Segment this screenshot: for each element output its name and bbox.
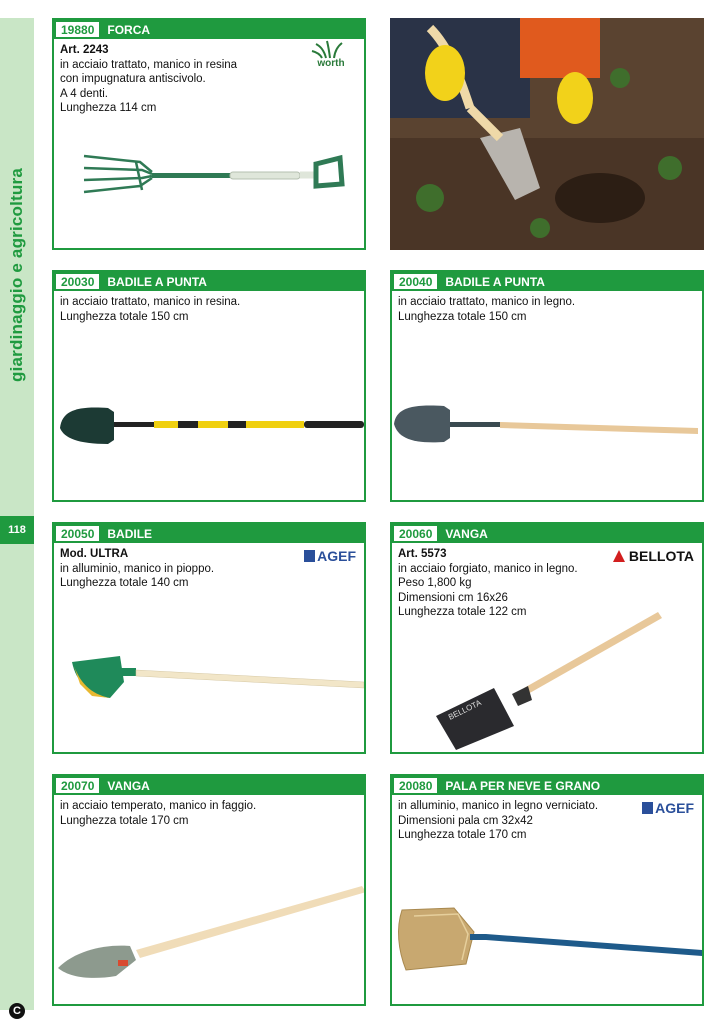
- card-header: [54, 20, 364, 39]
- desc-line: Dimensioni pala cm 32x42: [398, 814, 533, 827]
- product-description: [54, 795, 364, 828]
- sidebar: [0, 18, 34, 1017]
- desc-line: in acciaio trattato, manico in resina: [60, 58, 238, 71]
- agef-emblem-icon: [304, 550, 315, 562]
- snow-shovel-image: [394, 904, 704, 974]
- brand-name: worth: [317, 58, 345, 69]
- brand-name: AGEF: [317, 548, 356, 564]
- desc-line: in acciaio temperato, manico in faggio.: [60, 800, 257, 812]
- pointed-shovel-wood-image: [392, 400, 704, 450]
- desc-line: in alluminio, manico in pioppo.: [60, 562, 215, 575]
- tempered-spade-image: [56, 880, 366, 982]
- desc-line: A 4 denti.: [60, 87, 108, 100]
- desc-line: Dimensioni cm 16x26: [398, 591, 508, 604]
- brand-name: BELLOTA: [628, 548, 694, 564]
- brand-name: AGEF: [655, 800, 694, 816]
- desc-line: con impugnatura antiscivolo.: [60, 73, 206, 85]
- desc-line: Lunghezza totale 140 cm: [60, 577, 189, 589]
- product-name: VANGA: [445, 526, 488, 541]
- desc-line: Peso 1,800 kg: [398, 577, 472, 589]
- product-name: VANGA: [107, 778, 150, 793]
- card-header: [54, 524, 364, 543]
- product-card-20060: [390, 522, 704, 754]
- product-code: 20060: [394, 526, 437, 541]
- product-card-20050: [52, 522, 366, 754]
- desc-line: Lunghezza 114 cm: [60, 102, 157, 114]
- worth-leaf-icon: [308, 40, 354, 60]
- product-code: 19880: [56, 22, 99, 37]
- product-code: 20040: [394, 274, 437, 289]
- product-card-20040: [390, 270, 704, 502]
- pitchfork-image: [80, 150, 350, 210]
- product-name: BADILE A PUNTA: [445, 274, 545, 289]
- product-name: BADILE: [107, 526, 153, 541]
- desc-line: Lunghezza totale 170 cm: [60, 814, 189, 827]
- agef-emblem-icon: [642, 802, 653, 814]
- section-title: giardinaggio e agricoltura: [7, 168, 26, 382]
- product-code: 20070: [56, 778, 99, 793]
- article-number: Art. 2243: [60, 44, 109, 56]
- product-card-20070: [52, 774, 366, 1006]
- brand-logo-agef: [642, 800, 694, 816]
- publisher-logo-icon: C: [9, 1003, 25, 1019]
- product-card-20030: [52, 270, 366, 502]
- card-header: [392, 776, 702, 795]
- product-card-19880: [52, 18, 366, 250]
- desc-line: Lunghezza totale 170 cm: [398, 829, 527, 841]
- bellota-triangle-icon: [612, 549, 626, 563]
- spade-forged-image: [432, 608, 672, 752]
- spade-stamp: BELLOTA: [446, 698, 483, 722]
- aluminium-shovel-image: [70, 652, 366, 702]
- desc-line: Lunghezza totale 150 cm: [398, 310, 527, 323]
- card-header: [54, 776, 364, 795]
- product-card-20080: [390, 774, 704, 1006]
- product-code: 20080: [394, 778, 437, 793]
- article-number: Mod. ULTRA: [60, 548, 129, 560]
- product-description: [392, 291, 702, 324]
- gardening-photo: [390, 18, 704, 250]
- product-code: 20030: [56, 274, 99, 289]
- article-number: Art. 5573: [398, 548, 447, 560]
- product-name: BADILE A PUNTA: [107, 274, 207, 289]
- card-header: [392, 272, 702, 291]
- desc-line: in acciaio trattato, manico in legno.: [398, 296, 576, 308]
- desc-line: in alluminio, manico in legno verniciato.: [398, 800, 599, 812]
- product-name: PALA PER NEVE E GRANO: [445, 778, 601, 793]
- brand-logo-agef: [304, 548, 356, 564]
- desc-line: Lunghezza totale 122 cm: [398, 606, 527, 618]
- page-number: 118: [0, 516, 34, 544]
- desc-line: in acciaio forgiato, manico in legno.: [398, 562, 578, 575]
- brand-logo-worth: [308, 40, 354, 69]
- product-name: FORCA: [107, 22, 151, 37]
- card-header: [54, 272, 364, 291]
- product-description: [54, 291, 364, 324]
- brand-logo-bellota: [612, 548, 694, 564]
- pointed-shovel-resin-image: [58, 400, 366, 450]
- product-code: 20050: [56, 526, 99, 541]
- desc-line: in acciaio trattato, manico in resina.: [60, 296, 241, 308]
- desc-line: Lunghezza totale 150 cm: [60, 310, 189, 323]
- card-header: [392, 524, 702, 543]
